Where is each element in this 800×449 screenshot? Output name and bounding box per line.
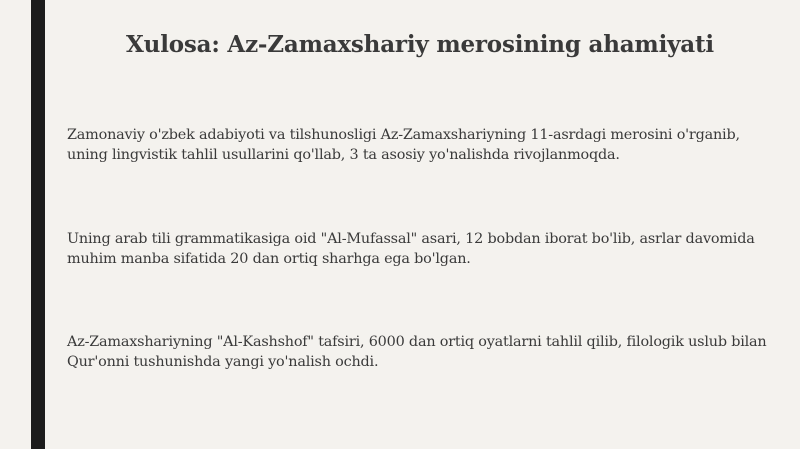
- accent-bar: [31, 0, 45, 449]
- paragraph-al-kashshof: Az-Zamaxshariyning "Al-Kashshof" tafsiri, 6000 dan ortiq oyatlarni tahlil qilib, filologik uslub bilan Qur'onni tushunishda yangi yo'nalish ochdi.: [67, 334, 767, 370]
- paragraph-modern-heritage: Zamonaviy o'zbek adabiyoti va tilshunosligi Az-Zamaxshariyning 11-asrdagi merosini o'rganib, uning lingvistik tahlil usullarini qo'llab, 3 ta asosiy yo'nalishda rivojlanmoqda.: [67, 127, 740, 163]
- slide-title: Xulosa: Az-Zamaxshariy merosining ahamiyati: [126, 31, 714, 58]
- paragraph-al-mufassal: Uning arab tili grammatikasiga oid "Al-Mufassal" asari, 12 bobdan iborat bo'lib, asrlar davomida muhim manba sifatida 20 dan ortiq sharhga ega bo'lgan.: [67, 231, 755, 267]
